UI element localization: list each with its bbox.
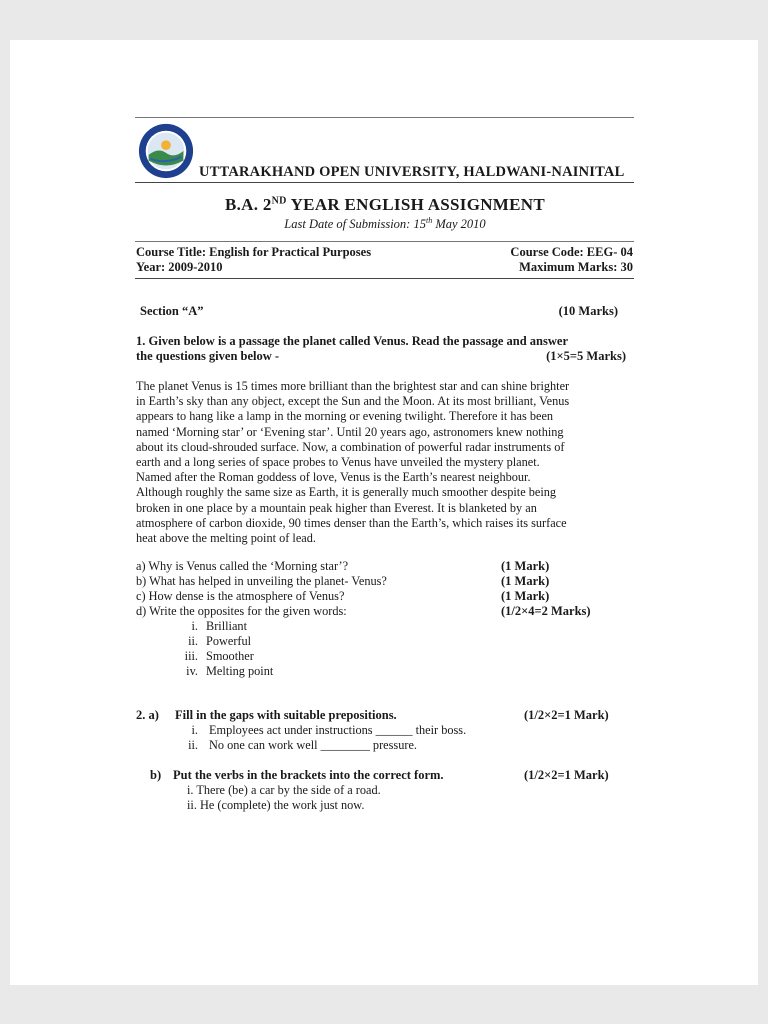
word-item: Melting point bbox=[206, 664, 274, 678]
question-1-prompt: 1. Given below is a passage the planet called Venus. Read the passage and answer bbox=[136, 334, 568, 348]
gap-item-number: ii. bbox=[188, 738, 198, 752]
university-name: UTTARAKHAND OPEN UNIVERSITY, HALDWANI-NAINITAL bbox=[199, 164, 625, 180]
section-label: Section “A” bbox=[140, 304, 204, 318]
submission-deadline: Last Date of Submission: 15th May 2010 bbox=[284, 216, 486, 232]
maximum-marks: Maximum Marks: 30 bbox=[519, 260, 633, 274]
question-1a-marks: (1 Mark) bbox=[501, 559, 550, 573]
course-title: Course Title: English for Practical Purposes bbox=[136, 245, 372, 259]
word-item: Powerful bbox=[206, 634, 252, 648]
meta-top-rule bbox=[135, 241, 634, 242]
question-1d-marks: (1/2×4=2 Marks) bbox=[501, 604, 591, 618]
assignment-title: B.A. 2ND YEAR ENGLISH ASSIGNMENT bbox=[224, 195, 546, 214]
question-1c-marks: (1 Mark) bbox=[501, 589, 550, 603]
section-marks: (10 Marks) bbox=[558, 304, 618, 318]
word-number: ii. bbox=[188, 634, 198, 648]
verb-item: i. There (be) a car by the side of a road. bbox=[187, 783, 381, 797]
question-1c: c) How dense is the atmosphere of Venus? bbox=[136, 589, 345, 603]
gap-item: Employees act under instructions ______ their boss. bbox=[209, 723, 467, 737]
word-number: i. bbox=[191, 619, 198, 633]
word-number: iv. bbox=[186, 664, 198, 678]
question-1-marks: (1×5=5 Marks) bbox=[546, 349, 626, 363]
top-rule bbox=[135, 117, 634, 118]
course-code: Course Code: EEG- 04 bbox=[510, 245, 633, 259]
gap-item: No one can work well ________ pressure. bbox=[209, 738, 417, 752]
question-2a-marks: (1/2×2=1 Mark) bbox=[524, 708, 609, 722]
university-seal-icon bbox=[137, 122, 195, 180]
question-2b-marks: (1/2×2=1 Mark) bbox=[524, 768, 609, 782]
word-item: Brilliant bbox=[206, 619, 247, 633]
question-1-prompt-cont: the questions given below - bbox=[136, 349, 280, 363]
question-1b: b) What has helped in unveiling the planet- Venus? bbox=[136, 574, 387, 588]
question-2b-prompt: Put the verbs in the brackets into the correct form. bbox=[173, 768, 444, 782]
course-year: Year: 2009-2010 bbox=[136, 260, 223, 274]
venus-passage: The planet Venus is 15 times more brilliant than the brightest star and can shine brighter in Earth’s sky than any object, except the Sun and the Moon. At its most brilliant, Venus appears to hang like a lamp in the morning or evening twilight. Therefore it has been named ‘Morning star’ or ‘Evening star’. Until 20 years ago, astronomers knew nothing about its cloud-shrouded surface. Now, a combination of powerful radar instruments of earth and a long series of space probes to Venus have unveiled the mystery planet. Named after the Roman goddess of love, Venus is the Earth’s nearest neighbour. Although roughly the same size as Earth, it is generally much smoother despite being broken in one place by a mountain peak higher than Everest. It is blanketed by an atmosphere of carbon dioxide, 90 times denser than the Earth’s, which raises its surface heat above the melting point of lead. bbox=[136, 379, 570, 546]
verb-item: ii. He (complete) the work just now. bbox=[187, 798, 365, 812]
question-1d: d) Write the opposites for the given words: bbox=[136, 604, 347, 618]
question-1a: a) Why is Venus called the ‘Morning star’? bbox=[136, 559, 349, 573]
question-1b-marks: (1 Mark) bbox=[501, 574, 550, 588]
question-2a-prompt: Fill in the gaps with suitable prepositions. bbox=[175, 708, 397, 722]
word-item: Smoother bbox=[206, 649, 254, 663]
header-rule bbox=[135, 182, 634, 183]
question-2a-label: 2. a) bbox=[136, 708, 159, 722]
word-number: iii. bbox=[184, 649, 198, 663]
gap-item-number: i. bbox=[191, 723, 198, 737]
document-page bbox=[10, 40, 758, 985]
meta-bottom-rule bbox=[135, 278, 634, 279]
question-2b-label: b) bbox=[150, 768, 162, 782]
